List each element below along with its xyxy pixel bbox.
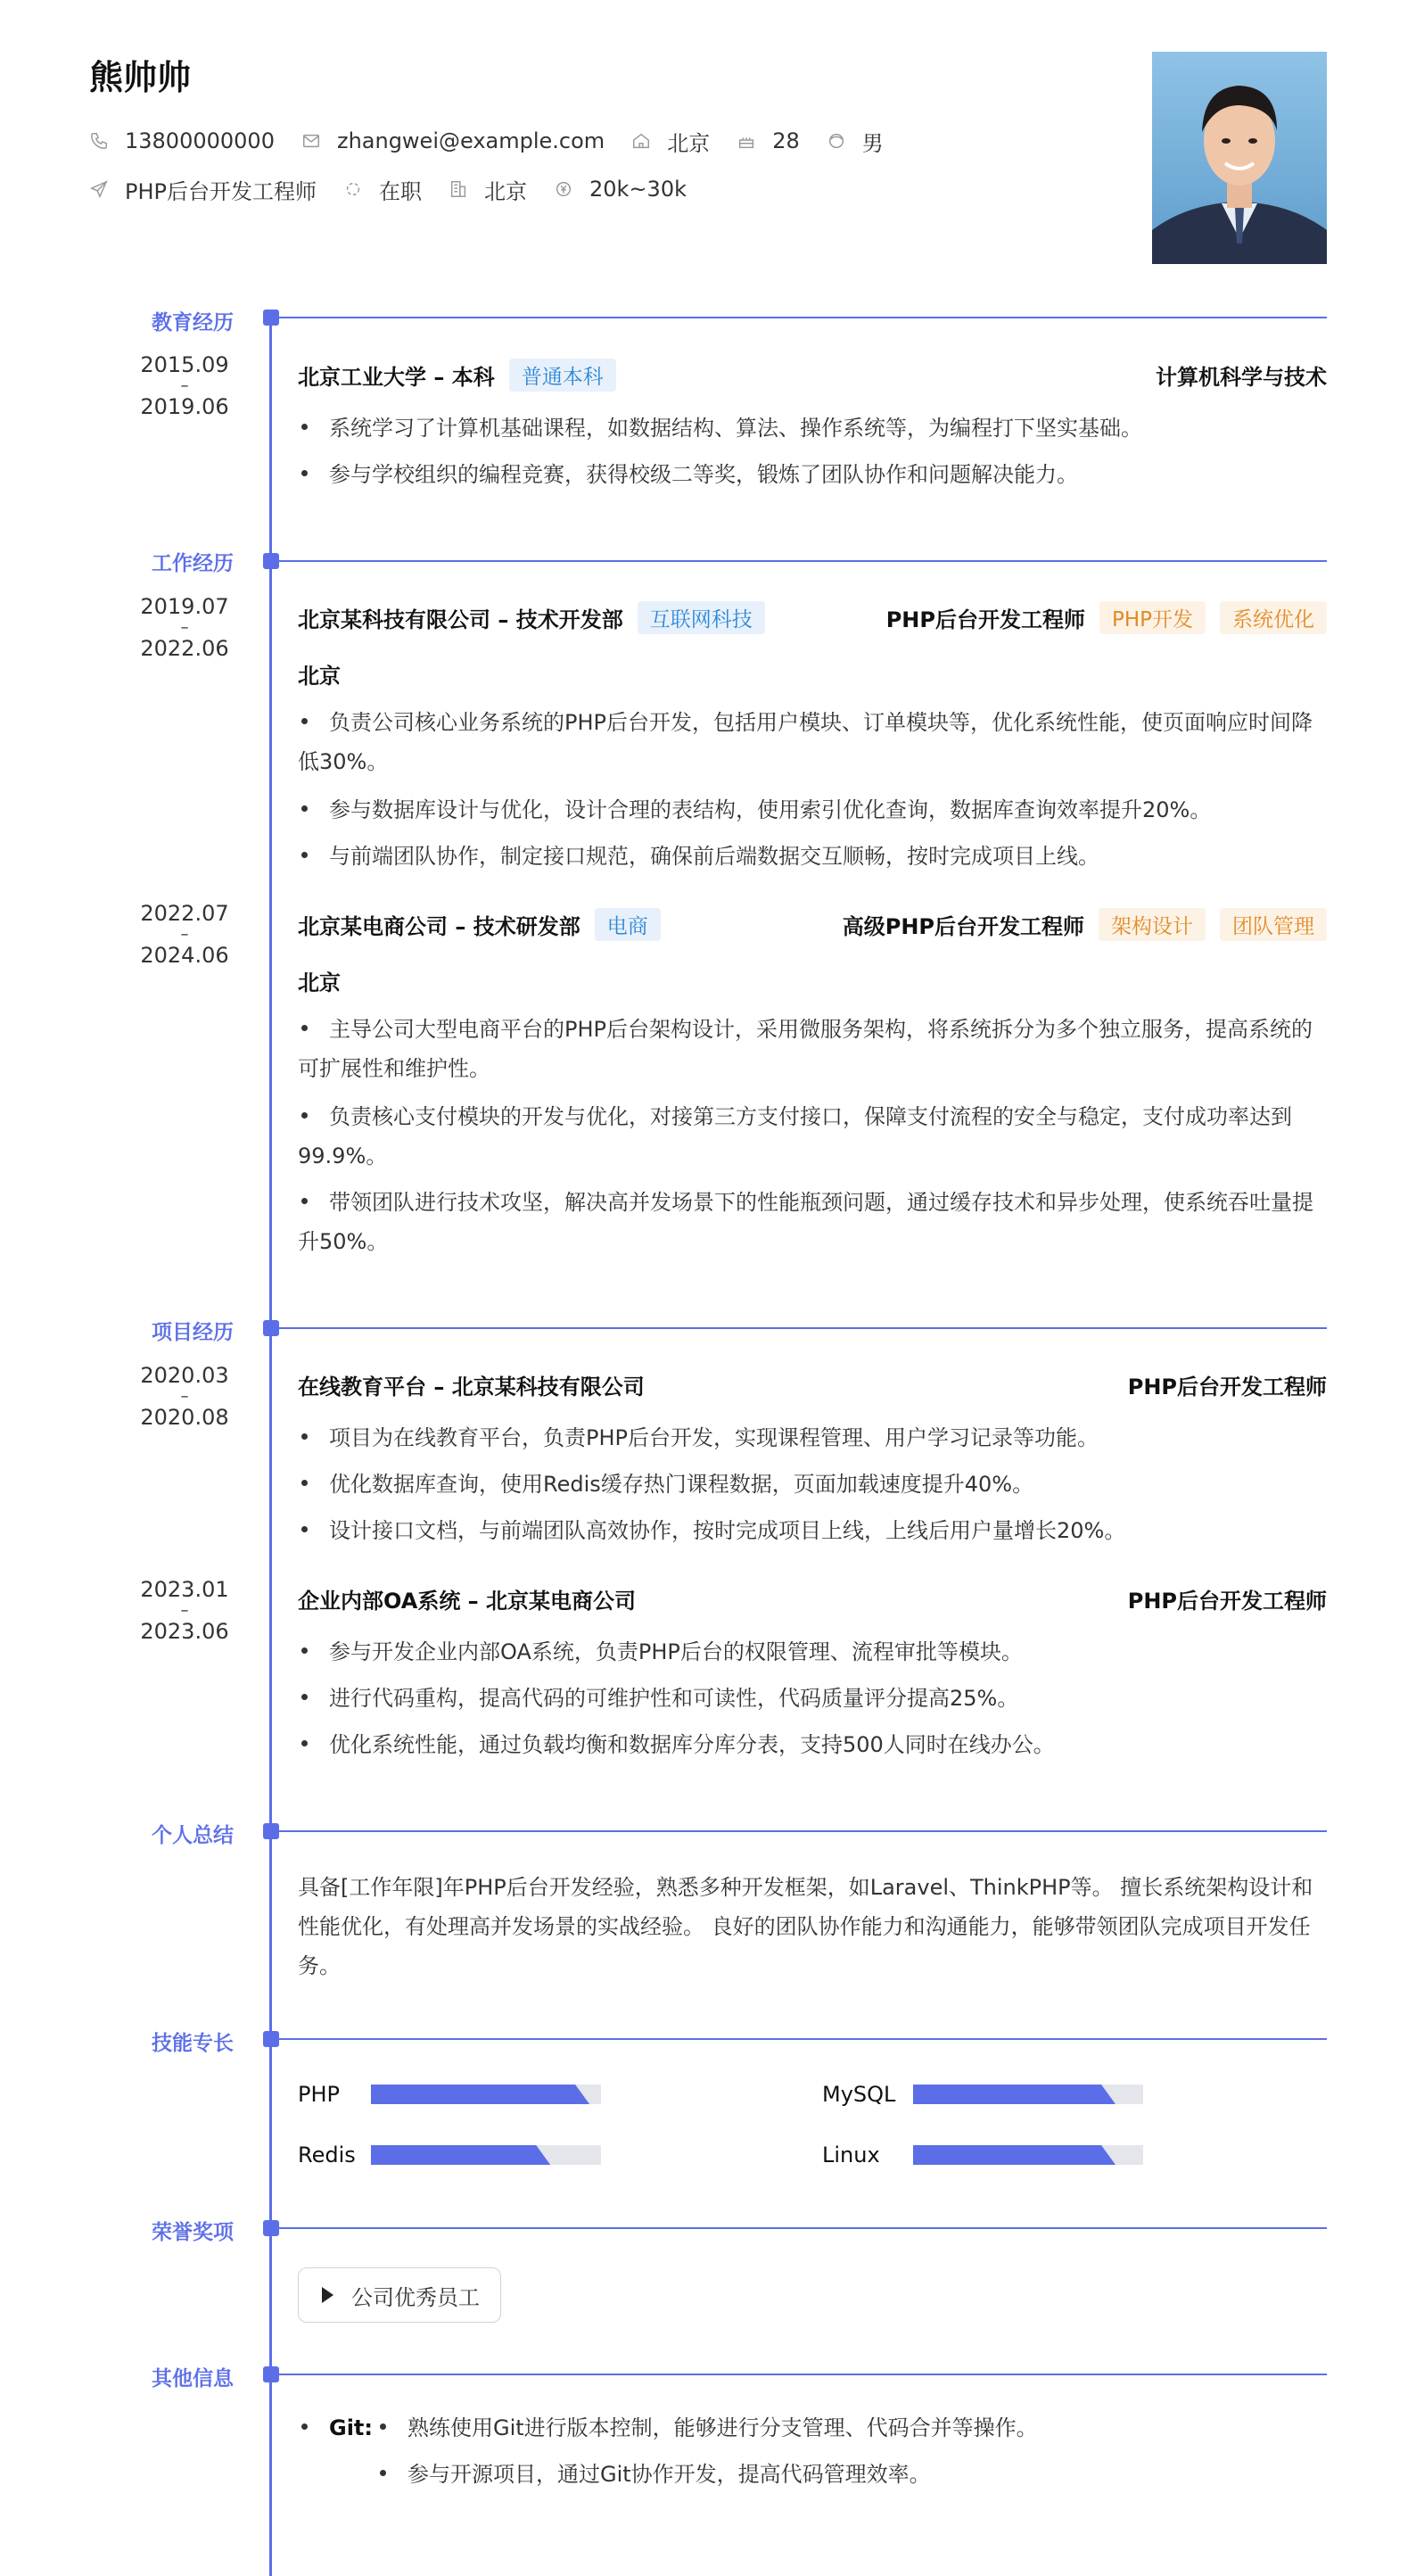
- list-item: 参与数据库设计与优化，设计合理的表结构，使用索引优化查询，数据库查询效率提升20%。: [298, 790, 1327, 830]
- list-item: 设计接口文档，与前端团队高效协作，按时完成项目上线，上线后用户量增长20%。: [298, 1511, 1327, 1550]
- work-city: 北京: [298, 970, 341, 995]
- date-start: 2019.07: [140, 594, 229, 619]
- work-date: [134, 596, 235, 659]
- list-item: 负责公司核心业务系统的PHP后台开发，包括用户模块、订单模块等，优化系统性能，使页面响应时间降低30%。: [298, 710, 1313, 774]
- work-date: [134, 903, 235, 966]
- project-role: PHP后台开发工程师: [1127, 1374, 1327, 1399]
- list-item: 带领团队进行技术攻坚，解决高并发场景下的性能瓶颈问题，通过缓存技术和异步处理，使系统吞吐量提升50%。: [298, 1190, 1313, 1254]
- work-role: PHP后台开发工程师: [885, 607, 1085, 632]
- email-icon: [301, 131, 321, 151]
- target-city-item: [449, 174, 527, 205]
- section-node: [263, 1823, 279, 1839]
- list-item: 与前端团队协作，制定接口规范，确保前后端数据交互顺畅，按时完成项目上线。: [298, 837, 1327, 876]
- work-role-tag: 团队管理: [1220, 908, 1327, 941]
- date-end: 2022.06: [140, 636, 229, 661]
- section-title-work: 工作经历: [152, 552, 234, 575]
- skill-bar-fill: [913, 2085, 1116, 2104]
- date-dash: –: [180, 618, 189, 637]
- project-date: [134, 1365, 235, 1428]
- target-city-value: 北京: [484, 178, 527, 204]
- skill-name: MySQL: [822, 2082, 896, 2107]
- skill-item: [298, 2076, 601, 2112]
- skill-name: Redis: [298, 2143, 356, 2167]
- date-start: 2015.09: [140, 352, 229, 377]
- skill-item: [822, 2076, 1143, 2112]
- home-icon: [631, 131, 651, 151]
- date-dash: –: [180, 1387, 189, 1406]
- work-role-tag: 架构设计: [1099, 908, 1206, 941]
- date-start: 2022.07: [140, 901, 229, 926]
- section-divider: [279, 2374, 1327, 2375]
- honor-item[interactable]: [298, 2267, 501, 2323]
- work-company: 北京某电商公司 – 技术研发部: [298, 913, 580, 939]
- gender-icon: [827, 131, 846, 151]
- contact-location: [631, 126, 710, 157]
- gender-value: 男: [861, 130, 884, 156]
- skill-bar-fill: [913, 2145, 1116, 2165]
- project-date: [134, 1579, 235, 1642]
- work-company: 北京某科技有限公司 – 技术开发部: [298, 607, 623, 632]
- list-item: 参与开发企业内部OA系统，负责PHP后台的权限管理、流程审批等模块。: [298, 1632, 1327, 1672]
- date-end: 2023.06: [140, 1619, 229, 1644]
- money-icon: [554, 179, 573, 199]
- section-title-honors: 荣誉奖项: [152, 2221, 234, 2244]
- project-title: 企业内部OA系统 – 北京某电商公司: [298, 1588, 637, 1614]
- list-item: 进行代码重构，提高代码的可维护性和可读性，代码质量评分提高25%。: [298, 1679, 1327, 1718]
- section-divider: [279, 1327, 1327, 1329]
- status-item: [343, 174, 422, 205]
- contact-email: [301, 128, 605, 153]
- section-title-projects: 项目经历: [152, 1321, 234, 1344]
- edu-major: 计算机科学与技术: [1156, 364, 1327, 390]
- location-value: 北京: [667, 130, 711, 156]
- date-dash: –: [180, 1601, 189, 1620]
- list-item: 优化数据库查询，使用Redis缓存热门课程数据，页面加载速度提升40%。: [298, 1465, 1327, 1504]
- work-role-tag: 系统优化: [1220, 601, 1327, 634]
- section-node: [263, 310, 279, 326]
- section-node: [263, 2366, 279, 2382]
- project-role: PHP后台开发工程师: [1127, 1588, 1327, 1614]
- section-divider: [279, 1830, 1327, 1832]
- list-item: 系统学习了计算机基础课程，如数据结构、算法、操作系统等，为编程打下坚实基础。: [298, 409, 1327, 448]
- work-header: [298, 601, 1327, 633]
- contact-row: [89, 127, 910, 155]
- list-item: 项目为在线教育平台，负责PHP后台开发，实现课程管理、用户学习记录等功能。: [298, 1418, 1327, 1457]
- email-value: zhangwei@example.com: [336, 128, 605, 153]
- work-role-tag: PHP开发: [1099, 601, 1206, 634]
- date-end: 2019.06: [140, 394, 229, 419]
- edu-degree-tag: 普通本科: [509, 359, 616, 392]
- section-node: [263, 1320, 279, 1336]
- work-role: 高级PHP后台开发工程师: [842, 913, 1084, 939]
- list-item: 优化系统性能，通过负载均衡和数据库分库分表，支持500人同时在线办公。: [298, 1725, 1327, 1764]
- candidate-name: 熊帅帅: [89, 58, 192, 97]
- send-icon: [89, 179, 109, 199]
- date-end: 2020.08: [140, 1405, 229, 1430]
- section-title-education: 教育经历: [152, 311, 234, 334]
- work-industry-tag: 电商: [595, 908, 661, 941]
- section-node: [263, 2031, 279, 2047]
- date-dash: –: [180, 925, 189, 944]
- work-header: [298, 908, 1327, 940]
- skill-bar-fill: [371, 2145, 550, 2165]
- phone-value: 13800000000: [125, 128, 275, 153]
- skill-bar: [913, 2145, 1143, 2165]
- list-item: 参与开源项目，通过Git协作开发，提高代码管理效率。: [376, 2455, 1327, 2494]
- project-title: 在线教育平台 – 北京某科技有限公司: [298, 1374, 645, 1399]
- edu-school: 北京工业大学 – 本科: [298, 364, 495, 390]
- honor-label: 公司优秀员工: [351, 2284, 480, 2310]
- summary-text: 具备[工作年限]年PHP后台开发经验，熟悉多种开发框架，如Laravel、ThinkPHP等。 擅长系统架构设计和性能优化，有处理高并发场景的实战经验。 良好的团队协作能力和沟通能力，能够带领团队完成项目开发任务。: [298, 1875, 1313, 1978]
- work-industry-tag: 互联网科技: [638, 601, 765, 634]
- section-divider: [279, 2038, 1327, 2040]
- skill-bar: [371, 2085, 601, 2104]
- salary-value: 20k~30k: [589, 177, 687, 202]
- building-icon: [449, 179, 468, 199]
- date-end: 2024.06: [140, 943, 229, 968]
- section-title-summary: 个人总结: [152, 1824, 234, 1847]
- salary-item: [554, 177, 687, 202]
- project-header: [298, 1582, 1327, 1614]
- skill-item: [298, 2137, 601, 2173]
- section-node: [263, 553, 279, 569]
- list-item: 负责核心支付模块的开发与优化，对接第三方支付接口，保障支付流程的安全与稳定，支付成功率达到99.9%。: [298, 1104, 1292, 1168]
- play-icon: [322, 2287, 333, 2303]
- section-divider: [279, 317, 1327, 318]
- section-divider: [279, 2227, 1327, 2229]
- cake-icon: [737, 131, 756, 151]
- edu-header: [298, 359, 1327, 391]
- job-title-item: [89, 174, 317, 205]
- section-divider: [279, 560, 1327, 562]
- edu-date: [134, 354, 235, 417]
- list-item: 熟练使用Git进行版本控制，能够进行分支管理、代码合并等操作。: [376, 2408, 1327, 2448]
- project-header: [298, 1368, 1327, 1400]
- status-icon: [343, 179, 363, 199]
- date-start: 2023.01: [140, 1577, 229, 1602]
- timeline-line: [269, 317, 272, 2576]
- job-row: [89, 175, 713, 203]
- skill-bar: [913, 2085, 1143, 2104]
- age-value: 28: [772, 128, 800, 153]
- date-start: 2020.03: [140, 1363, 229, 1388]
- date-dash: –: [180, 376, 189, 395]
- skill-name: PHP: [298, 2082, 340, 2107]
- work-city: 北京: [298, 664, 341, 689]
- list-item: 参与学校组织的编程竞赛，获得校级二等奖，锻炼了团队协作和问题解决能力。: [298, 455, 1327, 494]
- section-title-other: 其他信息: [152, 2367, 234, 2390]
- avatar: [1152, 52, 1327, 264]
- section-title-skills: 技能专长: [152, 2032, 234, 2055]
- skill-bar: [371, 2145, 601, 2165]
- section-node: [263, 2220, 279, 2236]
- skill-item: [822, 2137, 1143, 2173]
- contact-age: [737, 128, 800, 153]
- other-label: Git:: [329, 2415, 373, 2440]
- skill-name: Linux: [822, 2143, 880, 2167]
- contact-phone: [89, 128, 275, 153]
- status-value: 在职: [379, 178, 422, 204]
- phone-icon: [89, 131, 109, 151]
- skill-bar-fill: [371, 2085, 589, 2104]
- contact-gender: [827, 126, 884, 157]
- job-title-value: PHP后台开发工程师: [125, 178, 317, 204]
- list-item: 主导公司大型电商平台的PHP后台架构设计，采用微服务架构，将系统拆分为多个独立服务，提高系统的可扩展性和维护性。: [298, 1017, 1313, 1081]
